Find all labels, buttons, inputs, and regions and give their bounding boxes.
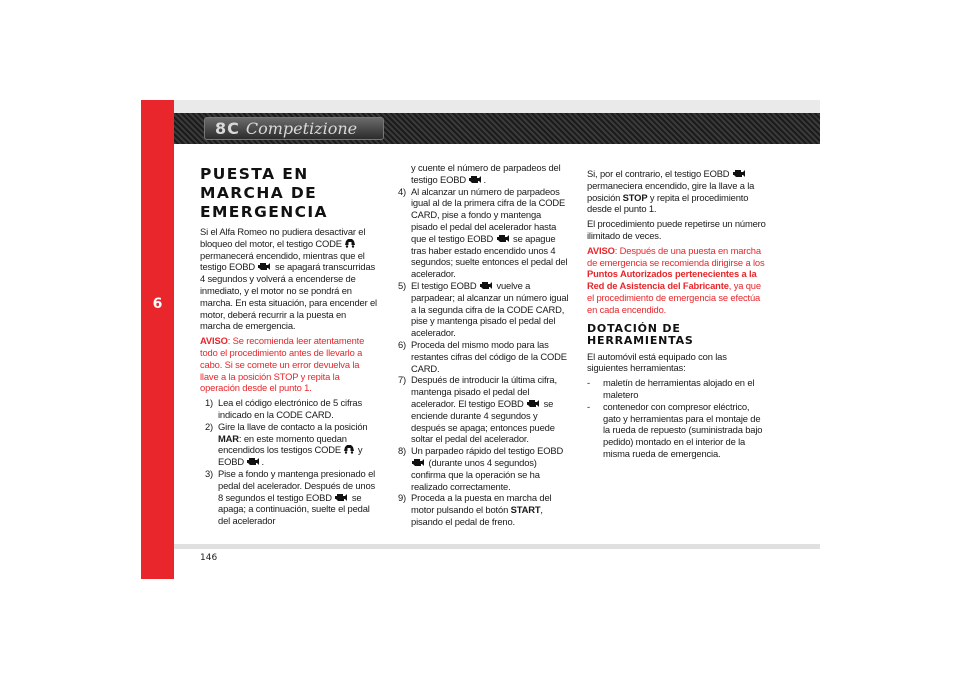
step-6: 6) Proceda del mismo modo para las restantes cifras del código de la CODE CARD. bbox=[397, 338, 567, 374]
list-item: - maletín de herramientas alojado en el maletero bbox=[587, 377, 755, 400]
engine-warning-icon bbox=[526, 399, 541, 408]
engine-warning-icon bbox=[468, 175, 483, 184]
engine-warning-icon bbox=[246, 457, 261, 466]
column-3 bbox=[587, 168, 767, 460]
engine-warning-icon bbox=[257, 262, 272, 271]
car-lock-icon bbox=[343, 444, 355, 454]
engine-warning-icon bbox=[411, 458, 426, 467]
step-7: 7) Después de introducir la última cifra, mantenga pisado el pedal del acelerador. El testigo EOBD se enciende durante 4 segundos y después se apaga; entonces puede soltar el pedal del acelerador. bbox=[397, 374, 557, 445]
footer-strip bbox=[174, 544, 820, 549]
list-item: - contenedor con compresor eléctrico, gato y herramientas para el montaje de la rueda de repuesto (suministrada bajo pedido) montado en el interior de la misma rueda de emergencia. bbox=[587, 400, 763, 459]
column-1 bbox=[200, 165, 378, 527]
step-8: 8) Un parpadeo rápido del testigo EOBD (durante unos 4 segundos) confirma que la operación se ha realizado correctamente. bbox=[397, 445, 564, 492]
section-title-emergency-start: PUESTA EN MARCHA DE EMERGENCIA bbox=[200, 165, 328, 221]
aviso-note: AVISO: Se recomienda leer atentamente todo el procedimiento antes de llevarlo a cabo. Si se comete un error devuelva la llave a la posición STOP y repita la operación desde el punto 1. bbox=[200, 335, 365, 394]
chapter-number: 6 bbox=[152, 296, 163, 312]
step-5: 5) El testigo EOBD vuelve a parpadear; al alcanzar un número igual a la segunda cifra de la CODE CARD, pise y mantenga pisado el pedal del acelerador. bbox=[397, 279, 569, 339]
step-3-continued: y cuente el número de parpadeos del testigo EOBD . bbox=[411, 162, 561, 185]
header-strip bbox=[174, 100, 820, 113]
step-1: 1) Lea el código electrónico de 5 cifras indicado en la CODE CARD. bbox=[204, 397, 363, 420]
aviso-note-2: AVISO: Después de una puesta en marcha de emergencia se recomienda dirigirse a los Puntos Autorizados pertenecientes a la Red de Asistencia del Fabricante, ya que el procedimiento de emergencia se efectúa en cada encendido. bbox=[587, 244, 765, 315]
page-number: 146 bbox=[200, 553, 218, 563]
section-title-tools: DOTACIÓN DE HERRAMIENTAS bbox=[587, 321, 694, 348]
engine-warning-icon bbox=[479, 281, 494, 290]
engine-warning-icon bbox=[732, 169, 747, 178]
header-banner bbox=[174, 113, 820, 144]
car-lock-icon bbox=[344, 238, 356, 248]
repeat-paragraph: El procedimiento puede repetirse un número ilimitado de veces. bbox=[587, 218, 766, 241]
step-9: 9) Proceda a la puesta en marcha del motor pulsando el botón START, pisando el pedal de freno. bbox=[397, 492, 552, 527]
step-2: 2) Gire la llave de contacto a la posición MAR: en este momento quedan encendidos los testigos CODE y EOBD . bbox=[204, 420, 368, 468]
column-2 bbox=[393, 162, 570, 528]
intro-paragraph: Si el Alfa Romeo no pudiera desactivar el bloqueo del motor, el testigo CODE permanecerá encendido, mientras que el testigo EOBD se apagará transcurridas 4 segundos y volverá a encenderse de inmediato, y el motor no se pondrá en marcha. En esta situación, para encender el motor, deberá recurrir a la puesta en marcha de emergencia. bbox=[200, 226, 377, 332]
tools-intro: El automóvil está equipado con las siguientes herramientas: bbox=[587, 350, 727, 374]
step-3: 3) Pise a fondo y mantenga presionado el pedal del acelerador. Después de unos 8 segundos el testigo EOBD se apaga; a continuación, suelte el pedal del acelerador bbox=[204, 467, 376, 527]
contrary-paragraph: Si, por el contrario, el testigo EOBD permaneciera encendido, gire la llave a la posición STOP y repita el procedimiento desde el punto 1. bbox=[587, 168, 755, 215]
engine-warning-icon bbox=[334, 493, 349, 502]
step-4: 4) Al alcanzar un número de parpadeos igual al de la primera cifra de la CODE CARD, pise a fondo y mantenga pisado el pedal del acelerador hasta que el testigo EOBD se apague tras haber estado encendido unos 4 segundos; suelte entonces el pedal del acelerador. bbox=[397, 185, 568, 280]
engine-warning-icon bbox=[496, 234, 511, 243]
chapter-side-bar bbox=[141, 100, 174, 579]
brand-logo: 8C Competizione bbox=[204, 117, 384, 140]
